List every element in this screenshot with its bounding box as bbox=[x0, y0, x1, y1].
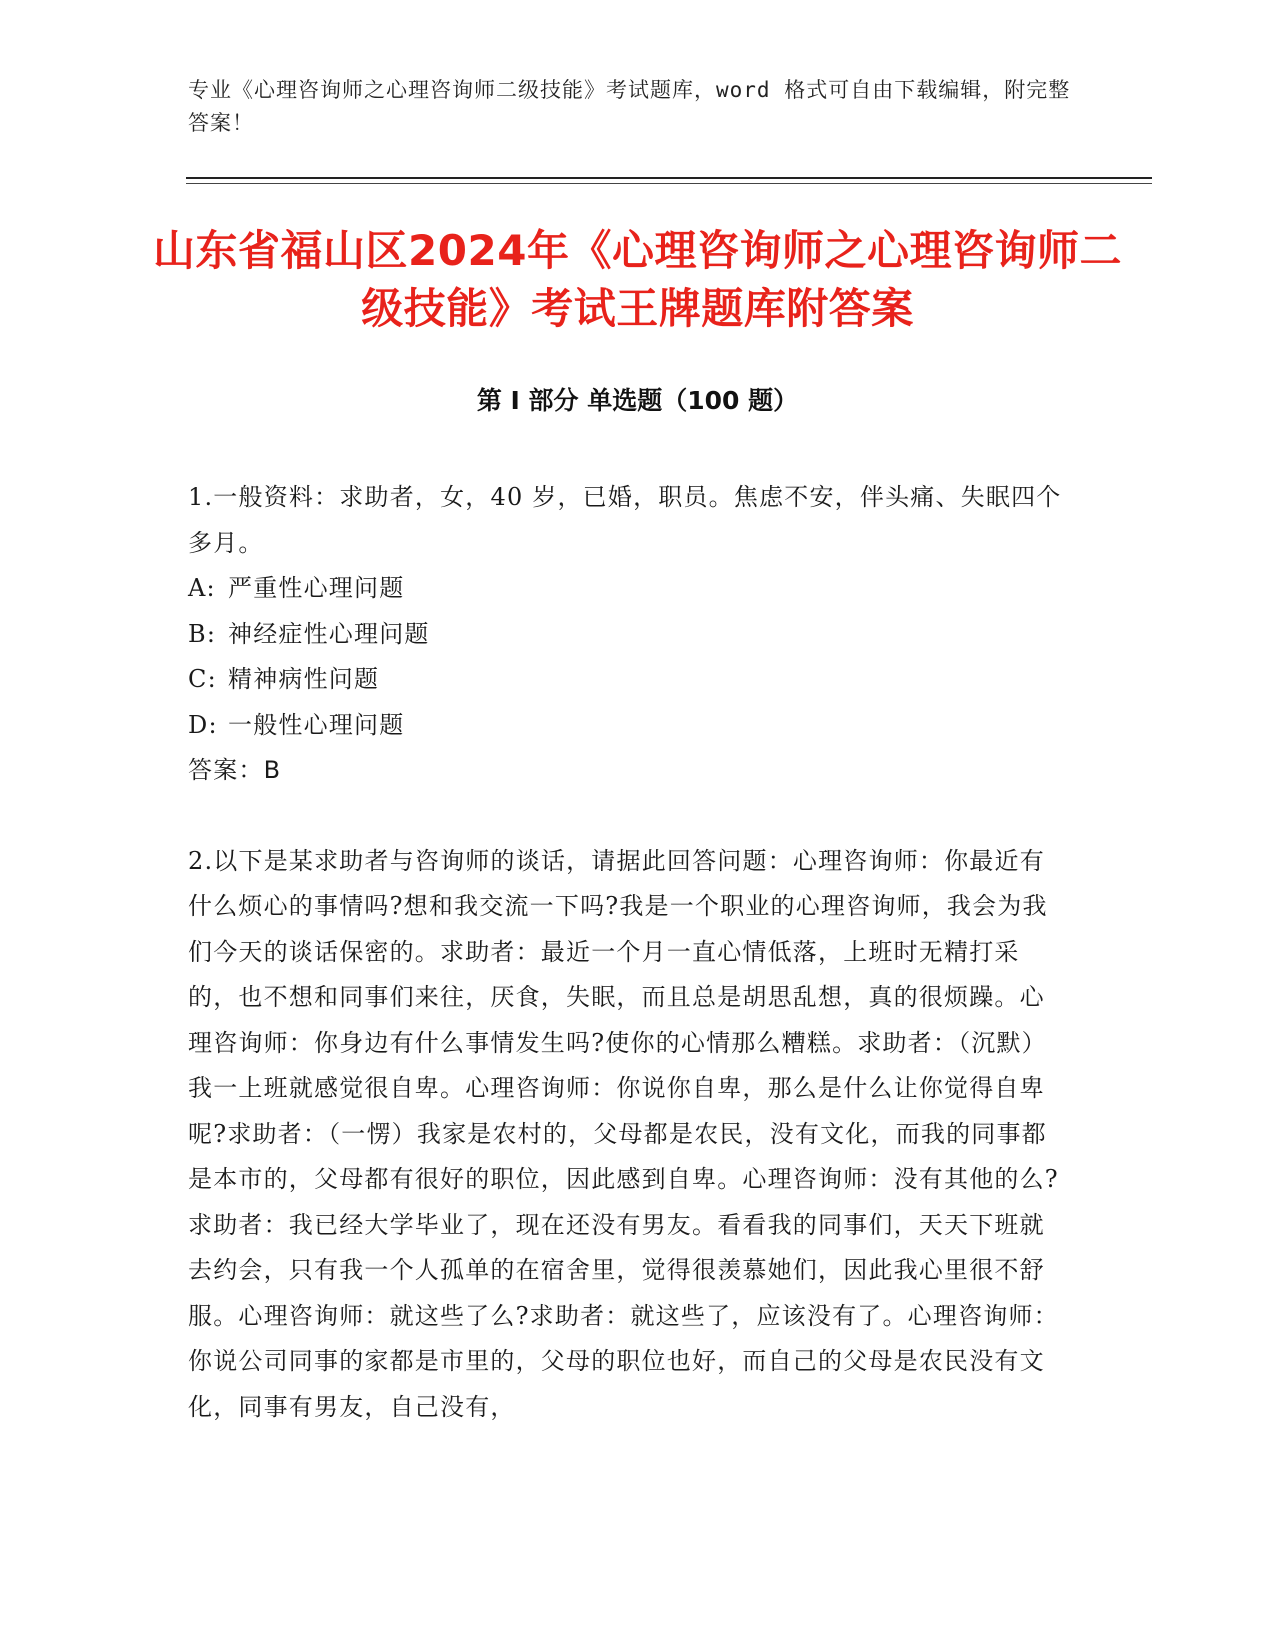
header-note: 专业《心理咨询师之心理咨询师二级技能》考试题库，word 格式可自由下载编辑，附完整答案！ bbox=[188, 78, 1071, 135]
option-key: D: bbox=[188, 710, 218, 739]
option-text: 精神病性问题 bbox=[228, 665, 380, 693]
question-1 bbox=[188, 475, 1068, 794]
option-text: 神经症性心理问题 bbox=[228, 619, 430, 648]
header-divider-thin bbox=[186, 183, 1152, 184]
answer: 答案：B bbox=[188, 756, 282, 784]
option-text: 严重性心理问题 bbox=[228, 574, 405, 602]
option-key: C: bbox=[188, 665, 217, 693]
question-spacer bbox=[188, 794, 1068, 839]
option-key: A: bbox=[188, 574, 216, 602]
option-key: B: bbox=[188, 619, 217, 648]
option-c bbox=[188, 657, 1068, 703]
option-b bbox=[188, 612, 1068, 658]
option-a bbox=[188, 566, 1068, 612]
question-2 bbox=[188, 839, 1068, 1431]
option-d bbox=[188, 703, 1068, 749]
section-heading: 第 I 部分 单选题（100 题） bbox=[476, 386, 799, 415]
option-text: 一般性心理问题 bbox=[228, 710, 405, 739]
question-text: 1.一般资料：求助者，女，40 岁，已婚，职员。焦虑不安，伴头痛、失眠四个多月。 bbox=[188, 483, 1062, 557]
document-title: 山东省福山区2024年《心理咨询师之心理咨询师二级技能》考试王牌题库附答案 bbox=[153, 226, 1122, 333]
header-divider-thick bbox=[186, 177, 1152, 179]
question-text: 2.以下是某求助者与咨询师的谈话，请据此回答问题：心理咨询师：你最近有什么烦心的事情吗?想和我交流一下吗?我是一个职业的心理咨询师，我会为我们今天的谈话保密的。求助者：最近一个月一直心情低落，上班时无精打采的，也不想和同事们来往，厌食，失眠，而且总是胡思乱想，真的很烦躁。心理咨询师：你身边有什么事情发生吗?使你的心情那么糟糕。求助者：（沉默）我一上班就感觉很自卑。心理咨询师：你说你自卑，那么是什么让你觉得自卑呢?求助者：（一愣）我家是农村的，父母都是农民，没有文化，而我的同事都是本市的，父母都有很好的职位，因此感到自卑。心理咨询师：没有其他的么?求助者：我已经大学毕业了，现在还没有男友。看看我的同事们，天天下班就去约会，只有我一个人孤单的在宿舍里，觉得很羡慕她们，因此我心里很不舒服。心理咨询师：就这些了么?求助者：就这些了，应该没有了。心理咨询师：你说公司同事的家都是市里的，父母的职位也好，而自己的父母是农民没有文化，同事有男友，自己没有， bbox=[188, 846, 1059, 1421]
question-list bbox=[188, 475, 1068, 1430]
